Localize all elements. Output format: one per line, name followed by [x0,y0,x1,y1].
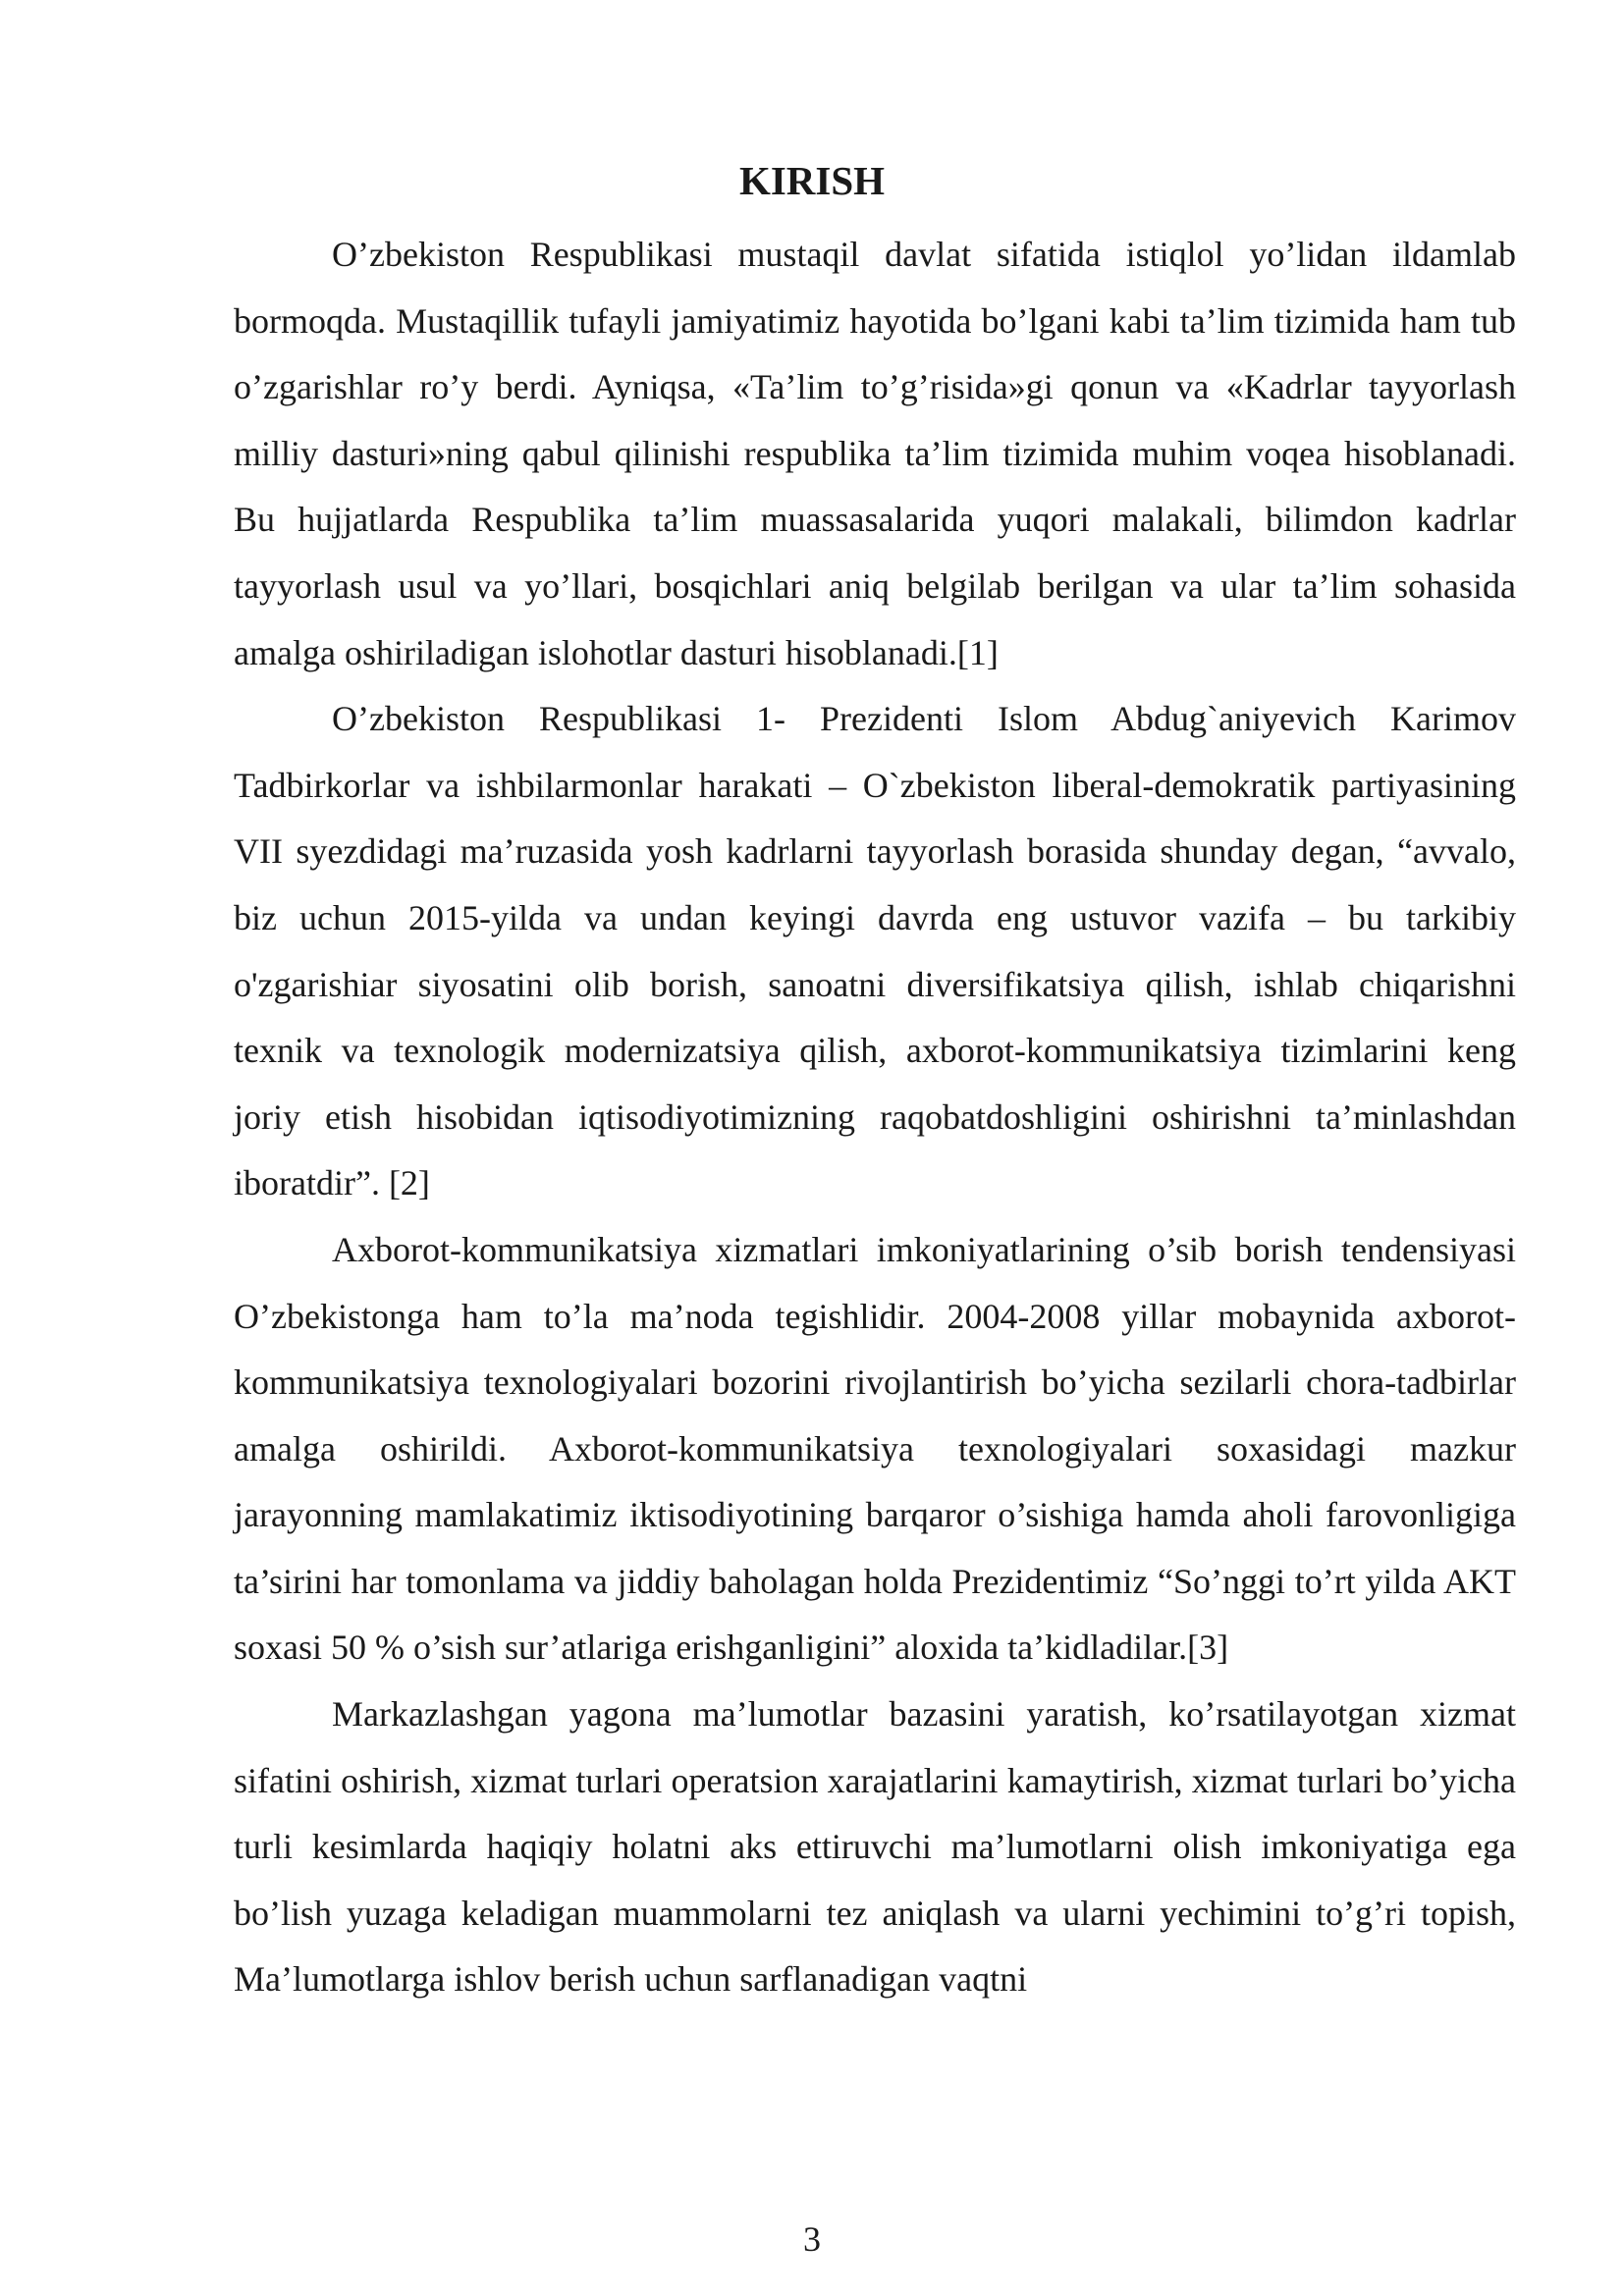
body-text [234,222,1516,2013]
paragraph-4: Markazlashgan yagona ma’lumotlar bazasini yaratish, ko’rsatilayotgan xizmat sifatini oshirish, xizmat turlari operatsion xarajatlarini kamaytirish, xizmat turlari bo’yicha turli kesimlarda haqiqiy holatni aks ettiruvchi ma’lumotlarni olish imkoniyatiga ega bo’lish yuzaga keladigan muammolarni tez aniqlash va ularni yechimini to’g’ri topish, Ma’lumotlarga ishlov berish uchun sarflanadigan vaqtni [234,1694,1516,2000]
paragraph-1: O’zbekiston Respublikasi mustaqil davlat sifatida istiqlol yo’lidan ildamlab bormoqda. Mustaqillik tufayli jamiyatimiz hayotida bo’lgani kabi ta’lim tizimida ham tub o’zgarishlar ro’y berdi. Ayniqsa, «Ta’lim to’g’risida»gi qonun va «Kadrlar tayyorlash milliy dasturi»ning qabul qilinishi respublika ta’lim tizimida muhim voqea hisoblanadi. Bu hujjatlarda Respublika ta’lim muassasalarida yuqori malakali, bilimdon kadrlar tayyorlash usul va yo’llari, bosqichlari aniq belgilab berilgan va ular ta’lim sohasida amalga oshiriladigan islohotlar dasturi hisoblanadi.[1] [234,235,1516,672]
page-title: KIRISH [738,158,886,203]
paragraph-3: Axborot-kommunikatsiya xizmatlari imkoniyatlarining o’sib borish tendensiyasi O’zbekistonga ham to’la ma’noda tegishlidir. 2004-2008 yillar mobaynida axborot-kommunikatsiya texnologiyalari bozorini rivojlantirish bo’yicha sezilarli chora-tadbirlar amalga oshirildi. Axborot-kommunikatsiya texnologiyalari soxasidagi mazkur jarayonning mamlakatimiz iktisodiyotining barqaror o’sishiga hamda aholi farovonligiga ta’sirini har tomonlama va jiddiy baholagan holda Prezidentimiz “So’nggi to’rt yilda AKT soxasi 50 % o’sish sur’atlariga erishganligini” aloxida ta’kidladilar.[3] [234,1229,1516,1668]
page-number: 3 [803,2219,821,2259]
paragraph-2: O’zbekiston Respublikasi 1- Prezidenti Islom Abdug`aniyevich Karimov Tadbirkorlar va ishbilarmonlar harakati – O`zbekiston liberal-demokratik partiyasining VII syezdidagi ma’ruzasida yosh kadrlarni tayyorlash borasida shunday degan, “avvalo, biz uchun 2015-yilda va undan keyingi davrda eng ustuvor vazifa – bu tarkibiy o'zgarishiar siyosatini olib borish, sanoatni diversifikatsiya qilish, ishlab chiqarishni texnik va texnologik modernizatsiya qilish, axborot-kommunikatsiya tizimlarini keng joriy etish hisobidan iqtisodiyotimizning raqobatdoshligini oshirishni ta’minlashdan iboratdir”. [2] [234,699,1516,1203]
